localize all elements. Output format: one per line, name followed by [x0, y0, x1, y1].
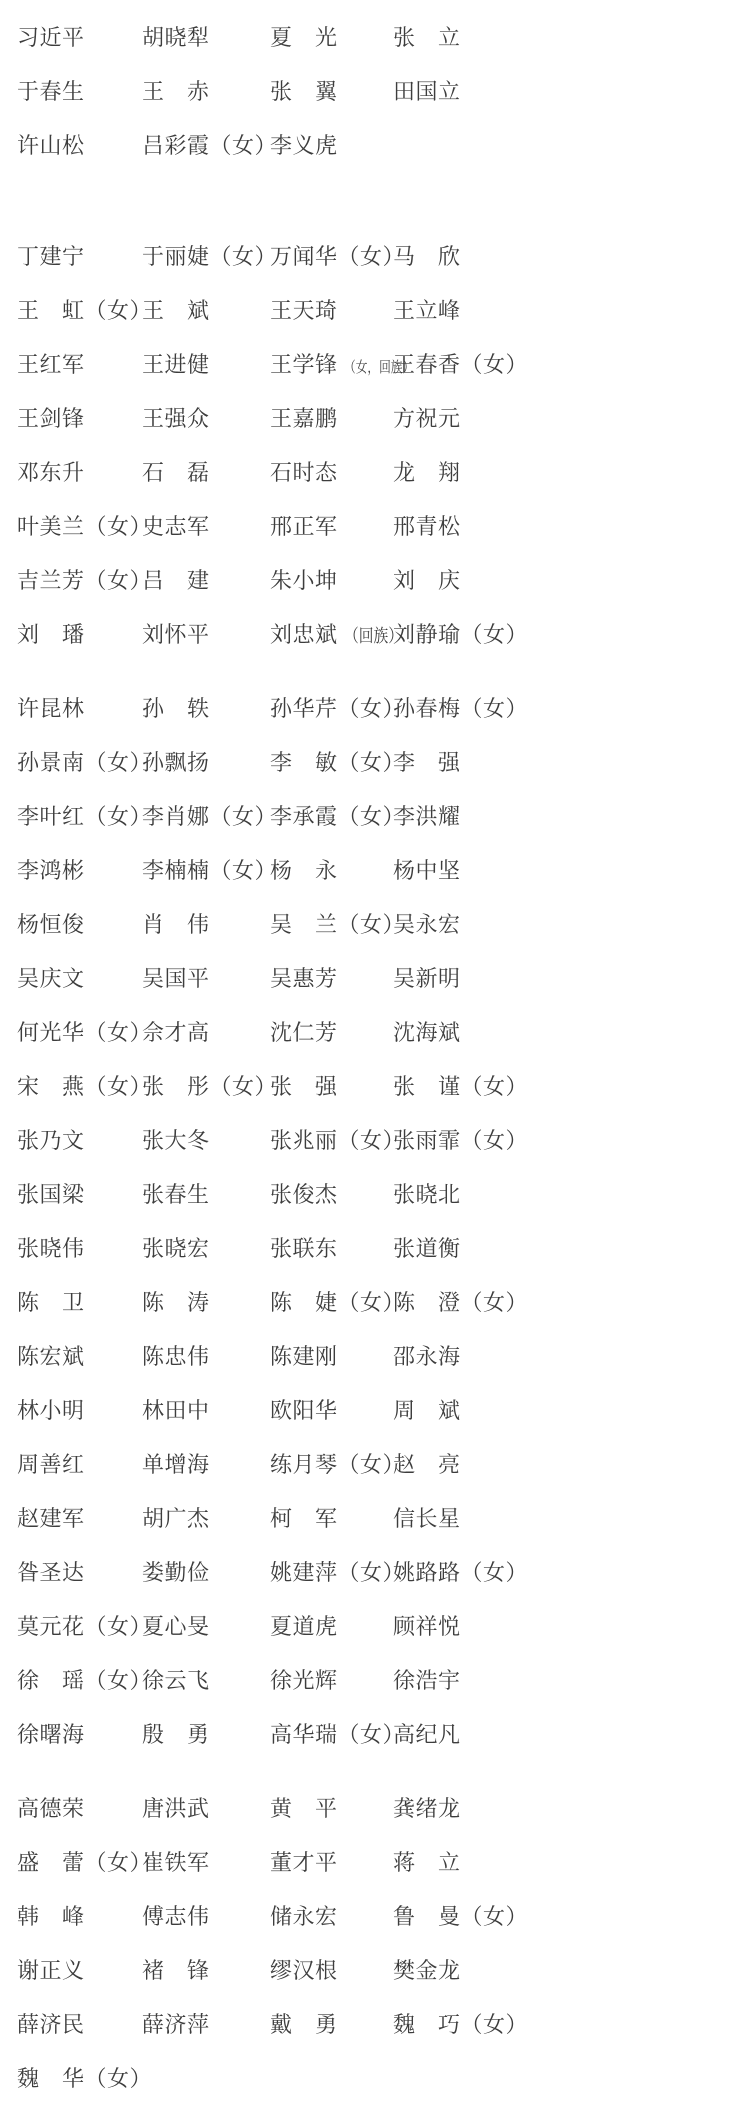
person-name: 杨 永: [270, 857, 338, 883]
person-name: 信长星: [393, 1505, 461, 1531]
section-1: [0, 9, 750, 171]
name-row: [0, 282, 750, 336]
person-name: 李洪耀: [393, 803, 461, 829]
person-name: 韩 峰: [17, 1903, 85, 1929]
person-name: 高华瑞（女）: [270, 1721, 406, 1747]
name-row: [0, 1706, 750, 1760]
person-name: 周 斌: [393, 1397, 461, 1423]
person-name: 殷 勇: [142, 1721, 210, 1747]
person-name: 张 翼: [270, 78, 338, 104]
person-name: 夏 光: [270, 24, 338, 50]
person-name: 吴庆文: [17, 965, 85, 991]
person-name: 樊金龙: [393, 1957, 461, 1983]
person-name: 董才平: [270, 1849, 338, 1875]
person-name: 王剑锋: [17, 405, 85, 431]
person-name: [270, 618, 403, 649]
person-name: 徐 瑶（女）: [17, 1667, 153, 1693]
person-name: 张晓北: [393, 1181, 461, 1207]
person-name: 储永宏: [270, 1903, 338, 1929]
person-name: 李 强: [393, 749, 461, 775]
person-name: 戴 勇: [270, 2011, 338, 2037]
person-name: 顾祥悦: [393, 1613, 461, 1639]
person-name: 何光华（女）: [17, 1019, 153, 1045]
person-name: 娄勤俭: [142, 1559, 210, 1585]
name-row: [0, 2050, 750, 2104]
person-name: 邢青松: [393, 513, 461, 539]
person-name: 于春生: [17, 78, 85, 104]
person-name: 吴国平: [142, 965, 210, 991]
person-name: 陈 涛: [142, 1289, 210, 1315]
person-name: 王红军: [17, 351, 85, 377]
person-name: 王嘉鹏: [270, 405, 338, 431]
name-row: [0, 1834, 750, 1888]
person-name: 徐浩宇: [393, 1667, 461, 1693]
person-name: 杨恒俊: [17, 911, 85, 937]
person-name: 缪汉根: [270, 1957, 338, 1983]
name-row: [0, 1004, 750, 1058]
person-name: 夏道虎: [270, 1613, 338, 1639]
person-name: 陈 澄（女）: [393, 1289, 529, 1315]
person-name: 许山松: [17, 132, 85, 158]
name-row: [0, 552, 750, 606]
person-name: 刘 璠: [17, 621, 85, 647]
name-row: [0, 63, 750, 117]
person-name: 杨中坚: [393, 857, 461, 883]
person-name: 徐云飞: [142, 1667, 210, 1693]
person-name: 李楠楠（女）: [142, 857, 278, 883]
person-name: 陈宏斌: [17, 1343, 85, 1369]
person-name: 肖 伟: [142, 911, 210, 937]
person-name: 谢正义: [17, 1957, 85, 1983]
person-name: 莫元花（女）: [17, 1613, 153, 1639]
person-name: 王立峰: [393, 297, 461, 323]
person-name: 张联东: [270, 1235, 338, 1261]
person-name: 练月琴（女）: [270, 1451, 406, 1477]
name-row: [0, 1382, 750, 1436]
gender-ethnicity-note: （回族）: [343, 625, 403, 646]
person-name: 陈建刚: [270, 1343, 338, 1369]
person-name: 宋 燕（女）: [17, 1073, 153, 1099]
person-name: 林小明: [17, 1397, 85, 1423]
name-row: [0, 1652, 750, 1706]
person-name: 刘 庆: [393, 567, 461, 593]
person-name: 张道衡: [393, 1235, 461, 1261]
person-name: 高纪凡: [393, 1721, 461, 1747]
person-name: 徐光辉: [270, 1667, 338, 1693]
person-name: 张 强: [270, 1073, 338, 1099]
person-name: 李义虎: [270, 132, 338, 158]
person-name: 赵建军: [17, 1505, 85, 1531]
person-name: 陈 卫: [17, 1289, 85, 1315]
person-name: 吴惠芳: [270, 965, 338, 991]
person-name: 张乃文: [17, 1127, 85, 1153]
person-name: 李鸿彬: [17, 857, 85, 883]
person-name: 周善红: [17, 1451, 85, 1477]
person-name: 姚建萍（女）: [270, 1559, 406, 1585]
person-name: 张晓宏: [142, 1235, 210, 1261]
person-name: 习近平: [17, 24, 85, 50]
person-name: 魏 巧（女）: [393, 2011, 529, 2037]
person-name: 孙飘扬: [142, 749, 210, 775]
name-row: [0, 1058, 750, 1112]
person-name: 单增海: [142, 1451, 210, 1477]
person-name: 李承霞（女）: [270, 803, 406, 829]
name-row: [0, 1490, 750, 1544]
name-row: [0, 896, 750, 950]
name-row: [0, 117, 750, 171]
person-name: 陈 婕（女）: [270, 1289, 406, 1315]
name-row: [0, 336, 750, 390]
person-name: 陈忠伟: [142, 1343, 210, 1369]
person-name: 叶美兰（女）: [17, 513, 153, 539]
person-name: 孙 轶: [142, 695, 210, 721]
person-name: 石时态: [270, 459, 338, 485]
name-row: [0, 1112, 750, 1166]
person-name: 王强众: [142, 405, 210, 431]
person-name: 王 虹（女）: [17, 297, 153, 323]
person-name: 徐曙海: [17, 1721, 85, 1747]
name-row: [0, 1436, 750, 1490]
name-row: [0, 1888, 750, 1942]
person-name: 王 赤: [142, 78, 210, 104]
person-name: 魏 华（女）: [17, 2065, 153, 2091]
name-row: [0, 1996, 750, 2050]
person-name: 王春香（女）: [393, 351, 529, 377]
person-name: 田国立: [393, 78, 461, 104]
person-name: 张 谨（女）: [393, 1073, 529, 1099]
person-name-text: 刘忠斌: [270, 621, 344, 647]
name-row: [0, 1274, 750, 1328]
person-name: 薛济萍: [142, 2011, 210, 2037]
person-name: 龙 翔: [393, 459, 461, 485]
person-name: 龚绪龙: [393, 1795, 461, 1821]
section-2: [0, 228, 750, 660]
name-row: [0, 228, 750, 282]
person-name: 高德荣: [17, 1795, 85, 1821]
person-name: 傅志伟: [142, 1903, 210, 1929]
person-name: 胡广杰: [142, 1505, 210, 1531]
person-name: 张雨霏（女）: [393, 1127, 529, 1153]
person-name: 孙华芹（女）: [270, 695, 406, 721]
person-name: 柯 军: [270, 1505, 338, 1531]
person-name: 邢正军: [270, 513, 338, 539]
person-name: 万闻华（女）: [270, 243, 406, 269]
person-name: 张兆丽（女）: [270, 1127, 406, 1153]
person-name: 方祝元: [393, 405, 461, 431]
person-name: 吴永宏: [393, 911, 461, 937]
person-name: 张国梁: [17, 1181, 85, 1207]
person-name: 史志军: [142, 513, 210, 539]
name-row: [0, 1328, 750, 1382]
name-row: [0, 444, 750, 498]
person-name: 姚路路（女）: [393, 1559, 529, 1585]
name-row: [0, 1220, 750, 1274]
person-name: 朱小坤: [270, 567, 338, 593]
name-row: [0, 1166, 750, 1220]
name-row: [0, 842, 750, 896]
person-name: 王 斌: [142, 297, 210, 323]
person-name: 赵 亮: [393, 1451, 461, 1477]
person-name: 丁建宁: [17, 243, 85, 269]
person-name: 吕 建: [142, 567, 210, 593]
person-name: 李 敏（女）: [270, 749, 406, 775]
name-row: [0, 390, 750, 444]
person-name: 昝圣达: [17, 1559, 85, 1585]
person-name: 张 立: [393, 24, 461, 50]
person-name: 唐洪武: [142, 1795, 210, 1821]
person-name: 孙春梅（女）: [393, 695, 529, 721]
name-row: [0, 9, 750, 63]
person-name: 邓东升: [17, 459, 85, 485]
person-name: 邵永海: [393, 1343, 461, 1369]
person-name: 吉兰芳（女）: [17, 567, 153, 593]
person-name: 佘才高: [142, 1019, 210, 1045]
person-name: 沈海斌: [393, 1019, 461, 1045]
person-name: 吴 兰（女）: [270, 911, 406, 937]
person-name: 张俊杰: [270, 1181, 338, 1207]
person-name: 崔铁军: [142, 1849, 210, 1875]
person-name: [270, 348, 414, 379]
name-row: [0, 680, 750, 734]
person-name: 王进健: [142, 351, 210, 377]
person-name: 夏心旻: [142, 1613, 210, 1639]
person-name: 蒋 立: [393, 1849, 461, 1875]
person-name: 胡晓犁: [142, 24, 210, 50]
section-3: [0, 680, 750, 1760]
person-name: 石 磊: [142, 459, 210, 485]
person-name: 欧阳华: [270, 1397, 338, 1423]
person-name: 李叶红（女）: [17, 803, 153, 829]
name-row: [0, 950, 750, 1004]
person-name: 张晓伟: [17, 1235, 85, 1261]
person-name: 张大冬: [142, 1127, 210, 1153]
person-name: 盛 蕾（女）: [17, 1849, 153, 1875]
person-name: 吕彩霞（女）: [142, 132, 278, 158]
name-row: [0, 1780, 750, 1834]
person-name: 刘静瑜（女）: [393, 621, 529, 647]
name-row: [0, 734, 750, 788]
person-name: 薛济民: [17, 2011, 85, 2037]
person-name: 王天琦: [270, 297, 338, 323]
person-name: 林田中: [142, 1397, 210, 1423]
person-name: 吴新明: [393, 965, 461, 991]
person-name: 褚 锋: [142, 1957, 210, 1983]
person-name: 鲁 曼（女）: [393, 1903, 529, 1929]
name-row: [0, 1942, 750, 1996]
person-name: 张 彤（女）: [142, 1073, 278, 1099]
name-row: [0, 788, 750, 842]
name-row: [0, 606, 750, 660]
person-name: 李肖娜（女）: [142, 803, 278, 829]
person-name: 沈仁芳: [270, 1019, 338, 1045]
person-name: 张春生: [142, 1181, 210, 1207]
gender-ethnicity-note: （女，回族）: [343, 359, 414, 376]
section-4: [0, 1780, 750, 2104]
name-row: [0, 1544, 750, 1598]
person-name: 于丽婕（女）: [142, 243, 278, 269]
person-name: 刘怀平: [142, 621, 210, 647]
name-row: [0, 498, 750, 552]
person-name: 许昆林: [17, 695, 85, 721]
person-name: 孙景南（女）: [17, 749, 153, 775]
person-name-text: 王学锋: [270, 351, 344, 377]
person-name: 马 欣: [393, 243, 461, 269]
name-row: [0, 1598, 750, 1652]
person-name: 黄 平: [270, 1795, 338, 1821]
